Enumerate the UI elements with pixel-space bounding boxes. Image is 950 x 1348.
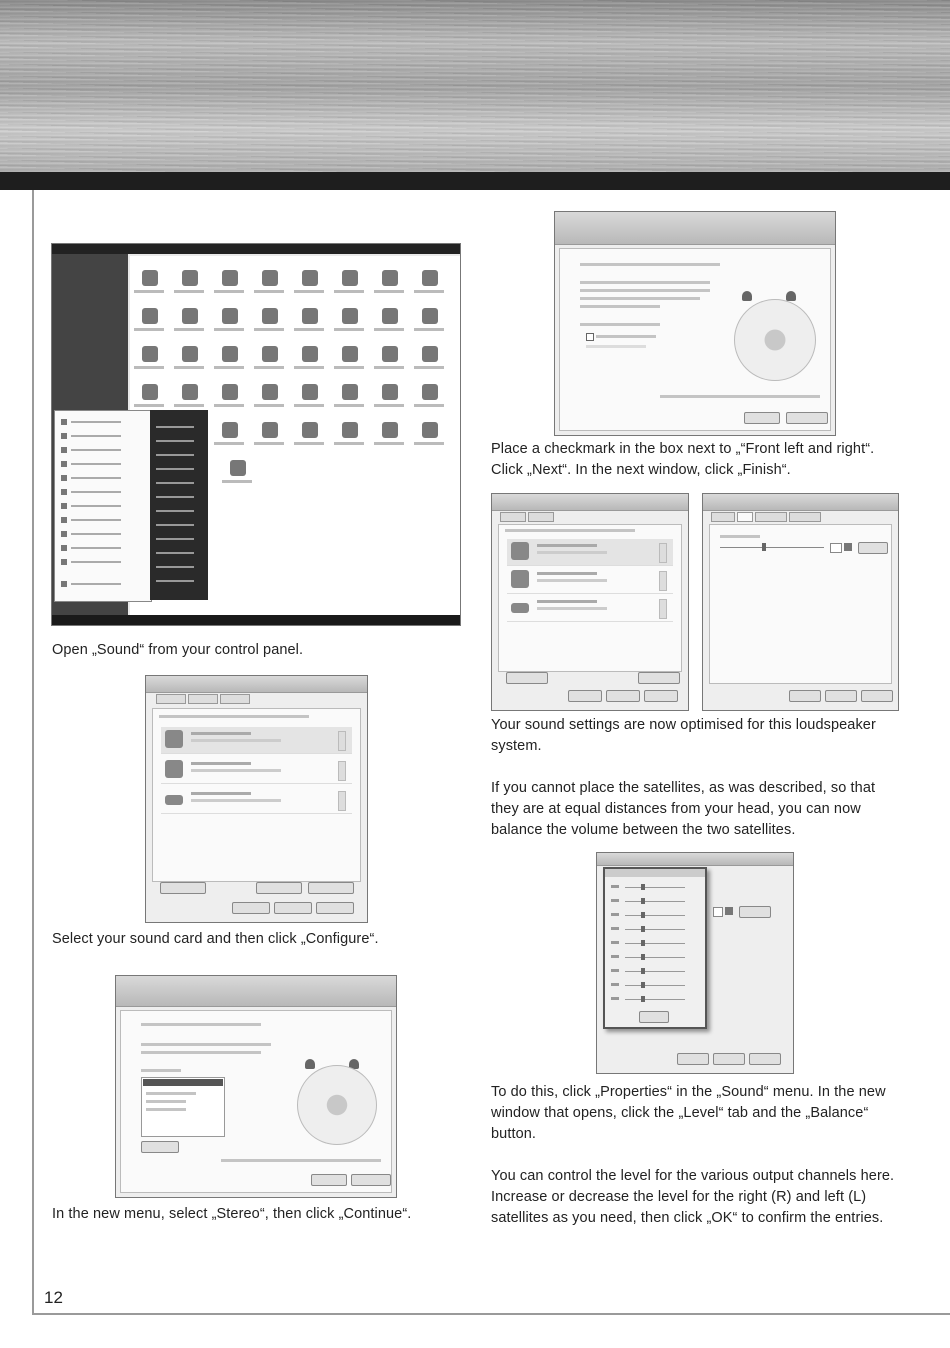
caption-optimised: Your sound settings are now optimised for this loudspeaker system. — [491, 717, 876, 754]
caption-open-sound: Open „Sound“ from your control panel. — [52, 642, 304, 658]
caption-select-stereo: In the new menu, select „Stereo“, then click „Continue“. — [52, 1206, 412, 1222]
sound-dialog-small-screenshot — [491, 493, 689, 711]
caption-properties: To do this, click „Properties“ in the „Sound“ menu. In the new window that opens, click the „Level“ tab and the „Balance“ button. — [491, 1084, 886, 1142]
bottom-rule — [32, 1313, 950, 1315]
caption-level-control: You can control the level for the various output channels here. Increase or decrease the level for the right (R) and left (L) satellites as you need, then click „OK“ to confirm the entries. — [491, 1168, 895, 1226]
control-panel-screenshot — [51, 243, 461, 626]
caption-optimised-and-balance — [491, 715, 901, 841]
caption-properties-and-level — [491, 1082, 901, 1229]
caption-balance: If you cannot place the satellites, as was described, so that they are at equal distances from your head, you can now balance the volume between the two satellites. — [491, 780, 876, 838]
properties-window-screenshot — [702, 493, 899, 711]
speaker-setup-front-screenshot — [554, 211, 836, 436]
caption-checkmark: Place a checkmark in the box next to „“Front left and right“. Click „Next“. In the next window, click „Finish“. — [491, 441, 875, 478]
left-rule — [32, 190, 34, 1315]
header-bar — [0, 172, 950, 190]
speaker-setup-stereo-screenshot — [115, 975, 397, 1198]
sound-dialog-screenshot — [145, 675, 368, 923]
brushed-metal-header — [0, 0, 950, 172]
caption-select-card: Select your sound card and then click „Configure“. — [52, 931, 379, 947]
balance-window-screenshot — [596, 852, 794, 1074]
page-number: 12 — [44, 1288, 63, 1307]
